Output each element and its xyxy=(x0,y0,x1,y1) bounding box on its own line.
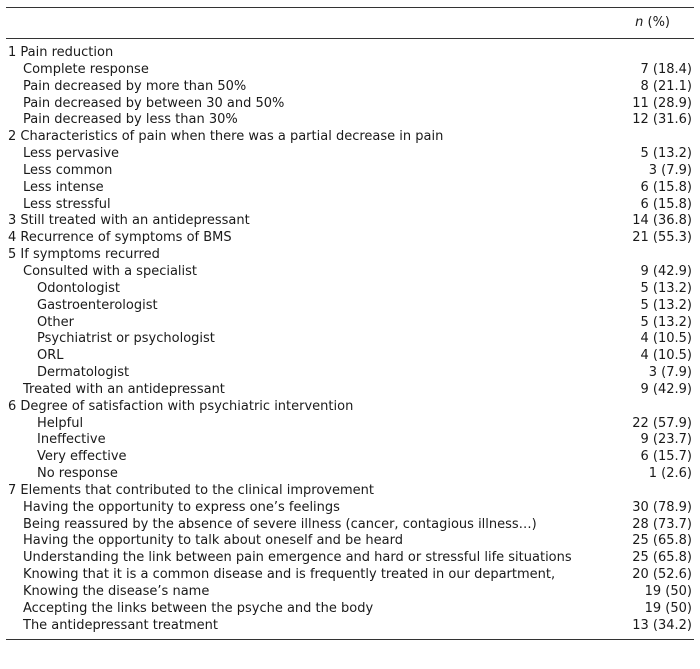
row-value: 20 (52.6) xyxy=(632,567,692,583)
row-value: 4 (10.5) xyxy=(640,348,692,364)
row-label: Very effective xyxy=(37,449,127,465)
row-value: 9 (23.7) xyxy=(640,432,692,448)
row-value: 25 (65.8) xyxy=(632,533,692,549)
row-label: 7 Elements that contributed to the clinical improvement xyxy=(8,482,374,498)
row-label: Ineffective xyxy=(37,432,106,448)
row-label: Accepting the links between the psyche and the body xyxy=(23,600,374,616)
table-row xyxy=(6,315,694,332)
section-row xyxy=(6,399,694,416)
row-label: Helpful xyxy=(37,415,84,431)
table-row xyxy=(6,533,694,550)
row-label: Less intense xyxy=(23,179,104,195)
row-value: 28 (73.7) xyxy=(632,516,692,532)
table-row xyxy=(6,348,694,365)
table-row xyxy=(6,584,694,601)
header-percent: (%) xyxy=(647,15,670,30)
row-label: Treated with an antidepressant xyxy=(23,381,225,397)
row-value: 11 (28.9) xyxy=(632,95,692,111)
row-label: Less stressful xyxy=(23,196,111,212)
row-value: 7 (18.4) xyxy=(640,61,692,77)
table-row xyxy=(6,432,694,449)
row-label: 2 Characteristics of pain when there was a partial decrease in pain xyxy=(8,129,444,145)
row-label: 5 If symptoms recurred xyxy=(8,247,160,263)
table-row xyxy=(6,331,694,348)
row-value: 4 (10.5) xyxy=(640,331,692,347)
table-header xyxy=(6,8,694,38)
table-row xyxy=(6,62,694,79)
row-value: 5 (13.2) xyxy=(640,314,692,330)
row-label: 1 Pain reduction xyxy=(8,45,114,60)
table-row xyxy=(6,449,694,466)
section-row xyxy=(6,230,694,247)
section-row xyxy=(6,247,694,264)
row-label: Other xyxy=(37,314,74,330)
header-n-percent xyxy=(635,15,670,30)
row-label: Pain decreased by between 30 and 50% xyxy=(23,95,285,111)
row-value: 30 (78.9) xyxy=(632,499,692,515)
row-label: Knowing that it is a common disease and is frequently treated in our department, xyxy=(23,567,556,583)
table-row xyxy=(6,466,694,483)
row-value: 6 (15.8) xyxy=(640,196,692,212)
row-label: 6 Degree of satisfaction with psychiatric intervention xyxy=(8,398,354,414)
table-row xyxy=(6,180,694,197)
table-row xyxy=(6,298,694,315)
row-label: Complete response xyxy=(23,61,149,77)
row-label: Knowing the disease’s name xyxy=(23,584,210,599)
table-row xyxy=(6,79,694,96)
row-label: No response xyxy=(37,466,118,482)
row-label: Being reassured by the absence of severe illness (cancer, contagious illness…) xyxy=(23,516,537,532)
row-label: Consulted with a specialist xyxy=(23,263,198,279)
row-value: 19 (50) xyxy=(644,600,692,616)
row-label: 4 Recurrence of symptoms of BMS xyxy=(8,230,232,246)
table-row xyxy=(6,365,694,382)
row-value: 3 (7.9) xyxy=(648,365,692,381)
table-row xyxy=(6,517,694,534)
section-row xyxy=(6,483,694,500)
table-row xyxy=(6,618,694,635)
row-value: 22 (57.9) xyxy=(632,415,692,431)
table-row xyxy=(6,163,694,180)
row-label: The antidepressant treatment xyxy=(23,617,218,633)
row-value: 5 (13.2) xyxy=(640,297,692,313)
table-row xyxy=(6,601,694,618)
section-row xyxy=(6,129,694,146)
row-label: Having the opportunity to talk about oneself and be heard xyxy=(23,533,403,549)
row-value: 6 (15.8) xyxy=(640,179,692,195)
row-value: 6 (15.7) xyxy=(640,449,692,465)
row-label: Understanding the link between pain emergence and hard or stressful life situations xyxy=(23,550,572,566)
table-row xyxy=(6,281,694,298)
row-label: Having the opportunity to express one’s feelings xyxy=(23,499,340,515)
results-table xyxy=(6,7,694,635)
table-row xyxy=(6,567,694,584)
row-value: 3 (7.9) xyxy=(648,162,692,178)
row-label: Less common xyxy=(23,162,113,178)
bottom-rule xyxy=(6,639,694,640)
row-value: 9 (42.9) xyxy=(640,263,692,279)
row-value: 5 (13.2) xyxy=(640,146,692,162)
table-row xyxy=(6,197,694,214)
row-label: 3 Still treated with an antidepressant xyxy=(8,213,250,229)
header-n: n xyxy=(635,15,644,30)
table-row xyxy=(6,112,694,129)
row-value: 5 (13.2) xyxy=(640,280,692,296)
row-value: 9 (42.9) xyxy=(640,381,692,397)
row-label: Less pervasive xyxy=(23,146,120,162)
table-row xyxy=(6,146,694,163)
row-value: 25 (65.8) xyxy=(632,550,692,566)
table-row xyxy=(6,500,694,517)
row-label: Odontologist xyxy=(37,280,121,296)
row-value: 13 (34.2) xyxy=(632,617,692,633)
row-value: 12 (31.6) xyxy=(632,112,692,128)
row-value: 14 (36.8) xyxy=(632,213,692,229)
table-body xyxy=(6,39,694,635)
row-label: Gastroenterologist xyxy=(37,297,158,313)
row-label: Dermatologist xyxy=(37,365,130,381)
row-value: 1 (2.6) xyxy=(648,466,692,482)
table-row xyxy=(6,416,694,433)
row-label: ORL xyxy=(37,348,64,364)
row-label: Psychiatrist or psychologist xyxy=(37,331,215,347)
table-row xyxy=(6,96,694,113)
section-row xyxy=(6,213,694,230)
row-value: 8 (21.1) xyxy=(640,78,692,94)
table-row xyxy=(6,382,694,399)
table-row xyxy=(6,264,694,281)
row-value: 19 (50) xyxy=(644,584,692,599)
table-row xyxy=(6,550,694,567)
row-label: Pain decreased by more than 50% xyxy=(23,78,247,94)
row-label: Pain decreased by less than 30% xyxy=(23,112,238,128)
section-row xyxy=(6,45,694,62)
row-value: 21 (55.3) xyxy=(632,230,692,246)
